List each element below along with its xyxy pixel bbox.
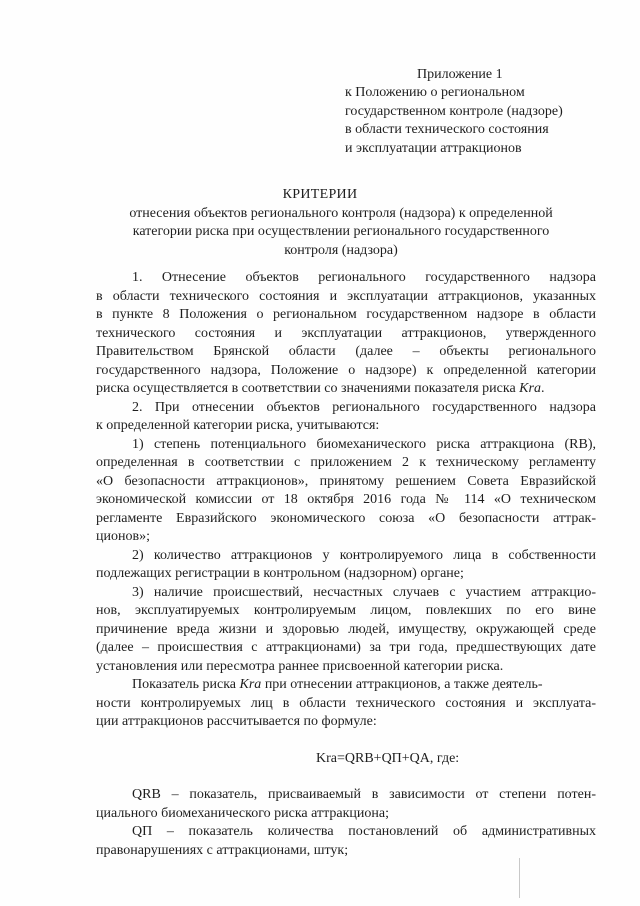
body-line: причинение вреда жизни и здоровью людей, имуществу, окружающей среде [96,621,596,637]
body-line: нов, эксплуатируемых контролируемым лицом, повлекших по его вине [96,603,596,618]
risk-formula: Kra=QRB+QП+QA, где: [316,750,460,766]
body-line: (далее – происшествия с аттракционами) за три года, предшествующих дате [96,640,596,655]
body-line: «О безопасности аттракционов», принятому решением Совета Евразийской [96,473,596,489]
body-line-text: Показатель риска [132,677,240,692]
appendix-header [345,66,563,158]
body-line: регламенте Евразийского экономического союза «О безопасности аттрак- [96,510,596,526]
document-subtitle [104,205,578,260]
document-title: КРИТЕРИИ [282,187,358,202]
appendix-line: и эксплуатации аттракционов [345,140,522,156]
appendix-line: Приложение 1 [417,67,503,82]
scan-edge-mark [519,858,520,898]
body-line: 3) наличие происшествий, несчастных случаев с участием аттракцио- [132,584,596,600]
body-line: государственного надзора, Положение о надзоре) к определенной категории [96,362,596,378]
body-line: определенная в соответствии с приложением 2 к техническому регламенту [96,455,596,470]
body-line: Правительством Брянской области (далее – объекты регионального [96,344,596,359]
body-line: в пункте 8 Положения о региональном государственном надзоре в области [96,307,596,322]
body-line: 1) степень потенциального биомеханического риска аттракциона (RB), [132,436,596,452]
subtitle-line: контроля (надзора) [284,242,398,258]
body-line: к определенной категории риска, учитываются: [96,418,380,433]
body-line [96,676,596,695]
body-line: экономической комиссии от 18 октября 2016 года № 114 «О техническом [96,492,596,507]
body-line: QRB – показатель, присваиваемый в зависимости от степени потен- [132,787,596,802]
risk-index-kra: Kra [519,381,541,396]
body-line: установления или пересмотра раннее присвоенной категории риска. [96,658,504,674]
body-line: подлежащих регистрации в контрольном (надзорном) органе; [96,566,464,581]
body-line: правонарушениях с аттракционами, штук; [96,842,349,858]
subtitle-line: отнесения объектов регионального контроля (надзора) к определенной [129,206,553,221]
document-body [96,269,596,860]
body-line-text: риска осуществляется в соответствии со значениями показателя риска [96,381,520,396]
appendix-line: к Положению о региональном [345,85,525,101]
body-line-text: при отнесении аттракционов, а также деятель- [261,677,543,692]
body-line: ности контролируемых лиц в области технического состояния и эксплуата- [96,695,596,711]
body-line: QП – показатель количества постановлений об административных [132,824,596,839]
body-line: в области технического состояния и эксплуатации аттракционов, указанных [96,288,596,304]
spacer [96,732,596,750]
body-line: технического состояния и эксплуатации аттракционов, утвержденного [96,325,596,341]
body-line: риска осуществляется в соответствии со значениями показателя риска Kra. [96,381,545,396]
spacer [96,768,596,786]
risk-index-kra: Kra [239,677,262,692]
body-line: циального биомеханического риска аттракциона; [96,805,389,821]
subtitle-line: категории риска при осуществлении регионального государственного [132,224,550,240]
body-line: 1. Отнесение объектов регионального государственного надзора [132,270,596,285]
appendix-line: государственном контроле (надзоре) [345,103,563,119]
body-line: 2. При отнесении объектов регионального государственного надзора [132,399,596,415]
appendix-line: в области технического состояния [345,122,549,138]
body-line: ционов»; [96,529,150,544]
body-line: ции аттракционов рассчитывается по формуле: [96,714,377,729]
body-line: 2) количество аттракционов у контролируемого лица в собственности [132,547,596,563]
